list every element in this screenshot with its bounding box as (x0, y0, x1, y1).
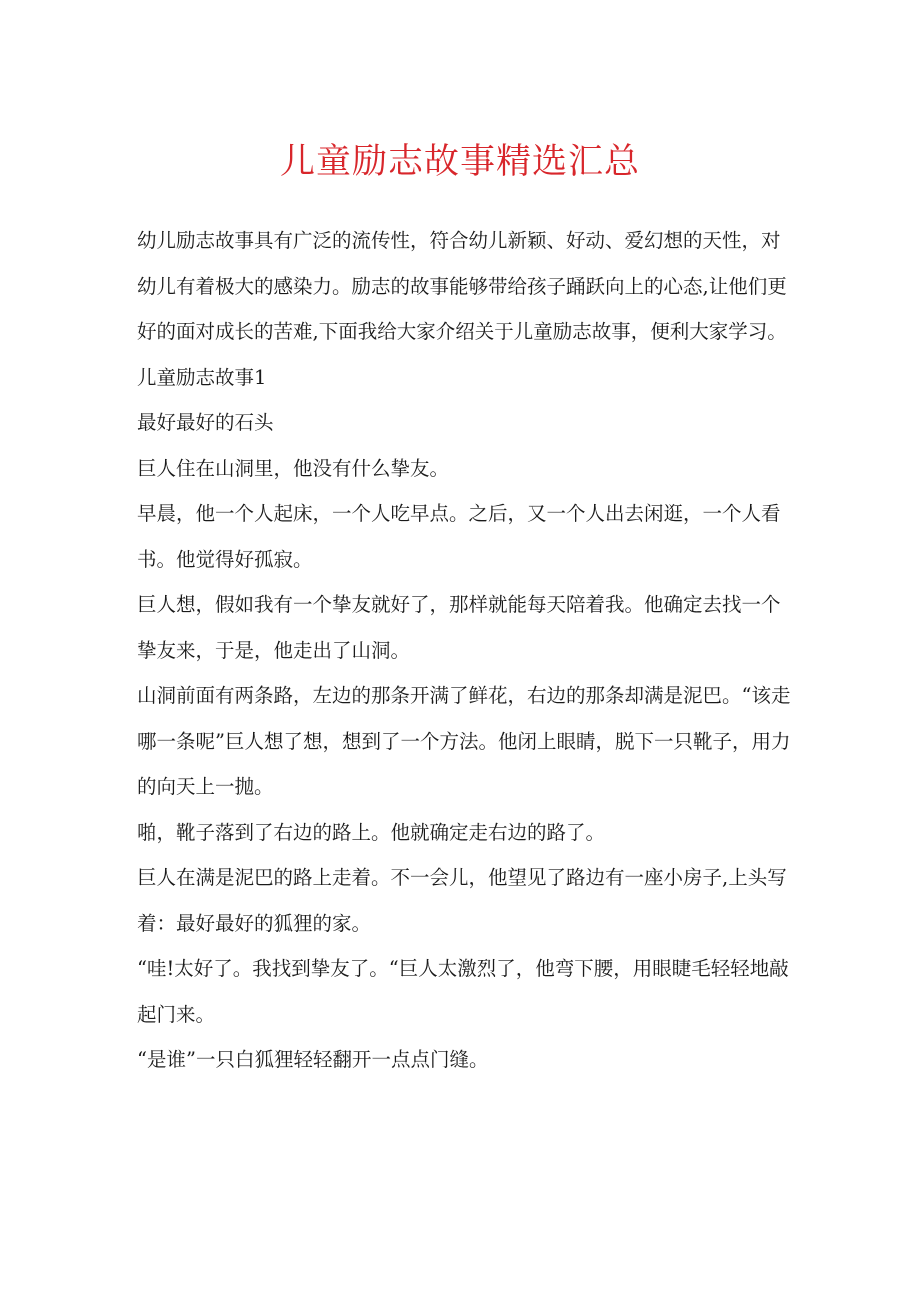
story-paragraph: “是谁”一只白狐狸轻轻翻开一点点门缝。 (137, 1048, 489, 1071)
document-title: 儿童励志故事精选汇总 (279, 142, 640, 182)
story-paragraph: “哇!太好了。我找到挚友了。“巨人太激烈了，他弯下腰，用眼睫毛轻轻地敲起门来。 (137, 957, 789, 1026)
story-heading: 儿童励志故事1 (137, 365, 267, 389)
document-body (137, 218, 797, 1083)
story-paragraph: 山洞前面有两条路，左边的那条开满了鲜花，右边的那条却满是泥巴。“该走哪一条呢”巨人想了想，想到了一个方法。他闭上眼睛，脱下一只靴子，用力的向天上一抛。 (137, 684, 791, 798)
story-paragraph: 巨人在满是泥巴的路上走着。不一会儿，他望见了路边有一座小房子,上头写着：最好最好的狐狸的家。 (137, 866, 787, 935)
intro-paragraph: 幼儿励志故事具有广泛的流传性，符合幼儿新颖、好动、爱幻想的天性，对幼儿有着极大的感染力。励志的故事能够带给孩子踊跃向上的心态,让他们更好的面对成长的苦难,下面我给大家介绍关于儿童励志故事，便利大家学习。 (137, 229, 787, 343)
story-paragraph: 巨人想，假如我有一个挚友就好了，那样就能每天陪着我。他确定去找一个挚友来，于是，他走出了山洞。 (137, 593, 781, 662)
story-paragraph: 早晨，他一个人起床，一个人吃早点。之后，又一个人出去闲逛，一个人看书。他觉得好孤寂。 (137, 502, 781, 571)
story-title: 最好最好的石头 (137, 411, 274, 434)
story-paragraph: 啪，靴子落到了右边的路上。他就确定走右边的路了。 (137, 820, 606, 844)
story-paragraph: 巨人住在山洞里，他没有什么挚友。 (137, 456, 450, 480)
